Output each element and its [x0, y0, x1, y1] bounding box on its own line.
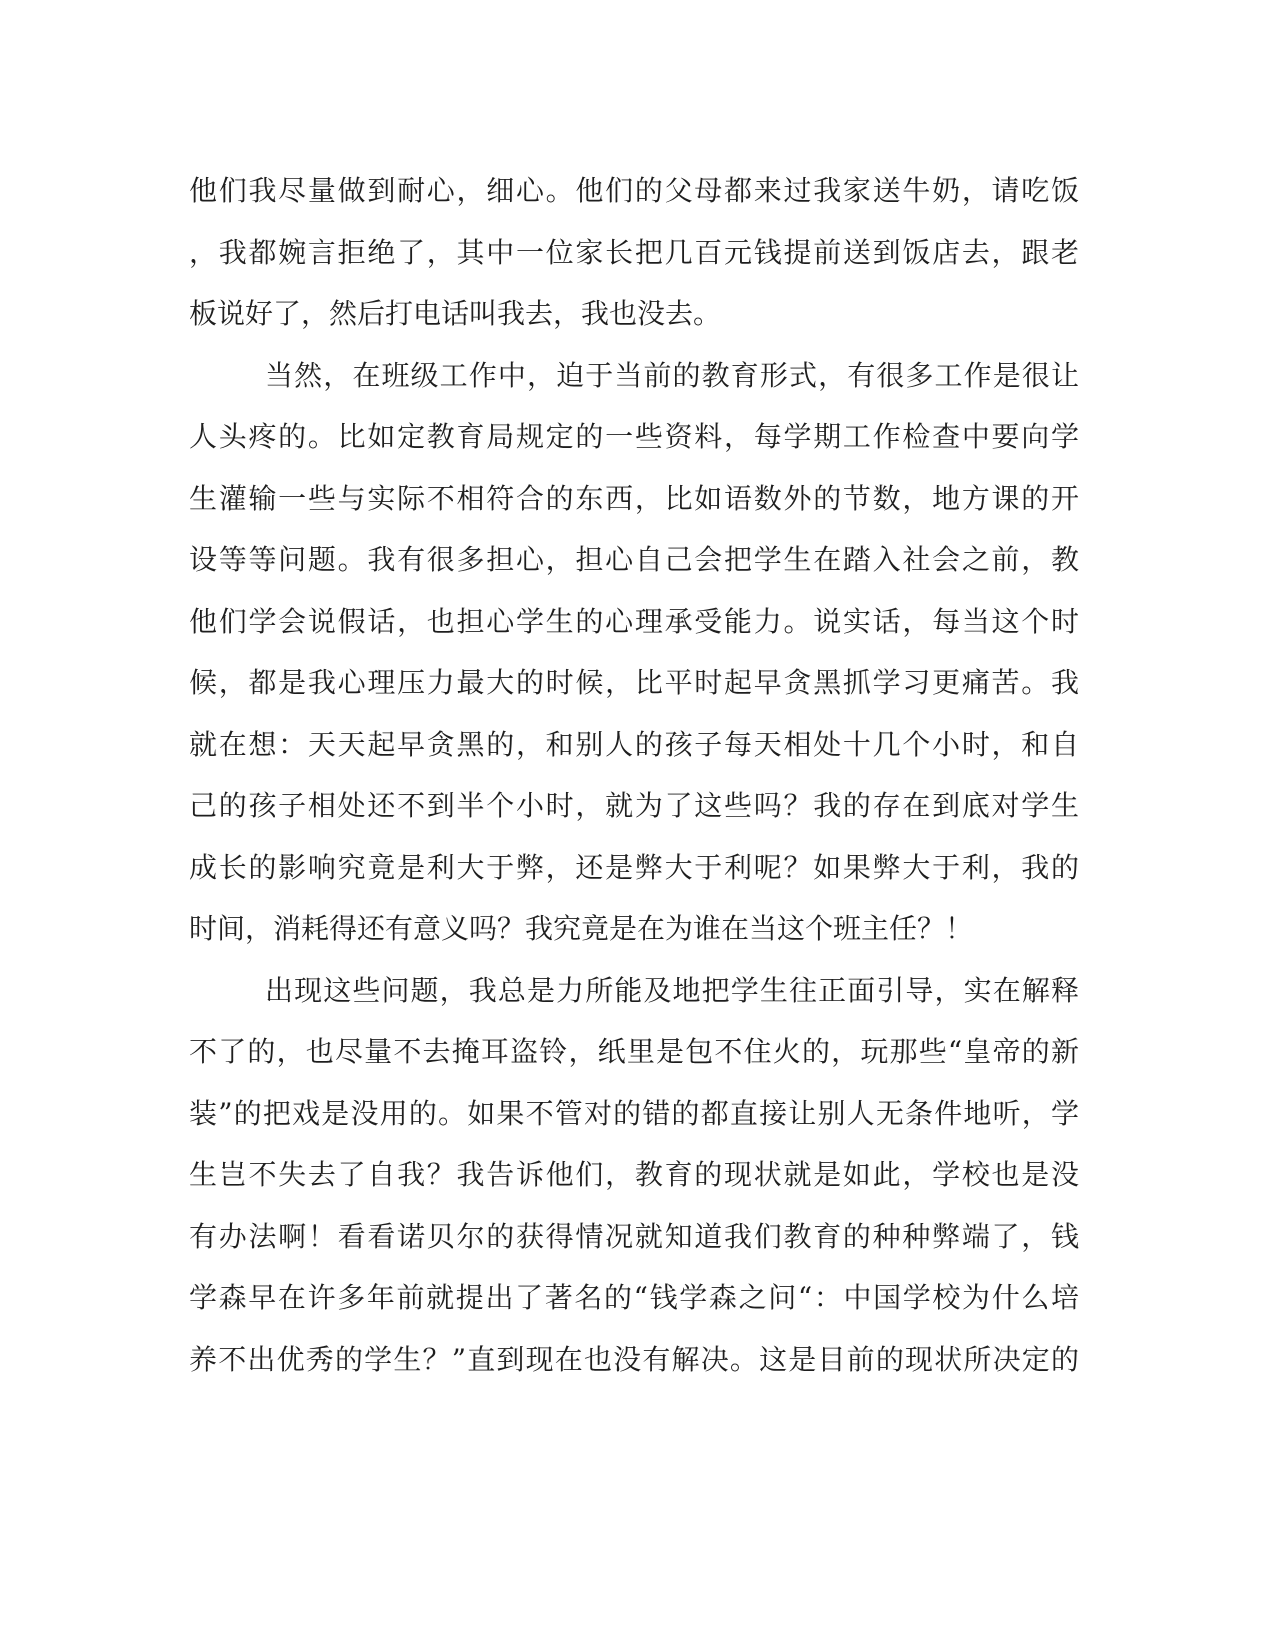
text-line: 他们学会说假话，也担心学生的心理承受能力。说实话，每当这个时 — [189, 604, 1079, 638]
paragraph-3 — [189, 960, 1079, 1391]
text-line: 有办法啊！看看诺贝尔的获得情况就知道我们教育的种种弊端了，钱 — [189, 1219, 1079, 1253]
text-line: 生岂不失去了自我？我告诉他们，教育的现状就是如此，学校也是没 — [189, 1158, 1079, 1191]
text-line: 时间，消耗得还有意义吗？我究竟是在为谁在当这个班主任？！ — [189, 912, 974, 945]
text-line: 不了的，也尽量不去掩耳盗铃，纸里是包不住火的，玩那些“皇帝的新 — [189, 1035, 1079, 1068]
text-line: 他们我尽量做到耐心，细心。他们的父母都来过我家送牛奶，请吃饭 — [189, 174, 1079, 207]
text-line: 当然，在班级工作中，迫于当前的教育形式，有很多工作是很让 — [265, 358, 1079, 392]
text-line: 生灌输一些与实际不相符合的东西，比如语数外的节数，地方课的开 — [189, 481, 1079, 515]
body-text — [189, 160, 1079, 1390]
text-line: 己的孩子相处还不到半个小时，就为了这些吗？我的存在到底对学生 — [189, 789, 1079, 822]
text-line: 设等等问题。我有很多担心，担心自己会把学生在踏入社会之前，教 — [189, 543, 1079, 576]
text-line: 就在想：天天起早贪黑的，和别人的孩子每天相处十几个小时，和自 — [189, 727, 1079, 761]
text-line: 候，都是我心理压力最大的时候，比平时起早贪黑抓学习更痛苦。我 — [189, 666, 1079, 699]
text-line: 成长的影响究竟是利大于弊，还是弊大于利呢？如果弊大于利，我的 — [189, 850, 1079, 884]
text-line: ，我都婉言拒绝了，其中一位家长把几百元钱提前送到饭店去，跟老 — [189, 235, 1079, 269]
text-line: 养不出优秀的学生？”直到现在也没有解决。这是目前的现状所决定的 — [189, 1342, 1079, 1376]
text-line: 板说好了，然后打电话叫我去，我也没去。 — [189, 297, 722, 330]
text-line: 人头疼的。比如定教育局规定的一些资料，每学期工作检查中要向学 — [189, 420, 1079, 453]
text-line: 装”的把戏是没用的。如果不管对的错的都直接让别人无条件地听，学 — [189, 1096, 1079, 1130]
paragraph-2 — [189, 345, 1079, 960]
text-line: 出现这些问题，我总是力所能及地把学生往正面引导，实在解释 — [265, 973, 1079, 1007]
paragraph-1 — [189, 160, 1079, 345]
text-line: 学森早在许多年前就提出了著名的“钱学森之问“：中国学校为什么培 — [189, 1281, 1079, 1314]
